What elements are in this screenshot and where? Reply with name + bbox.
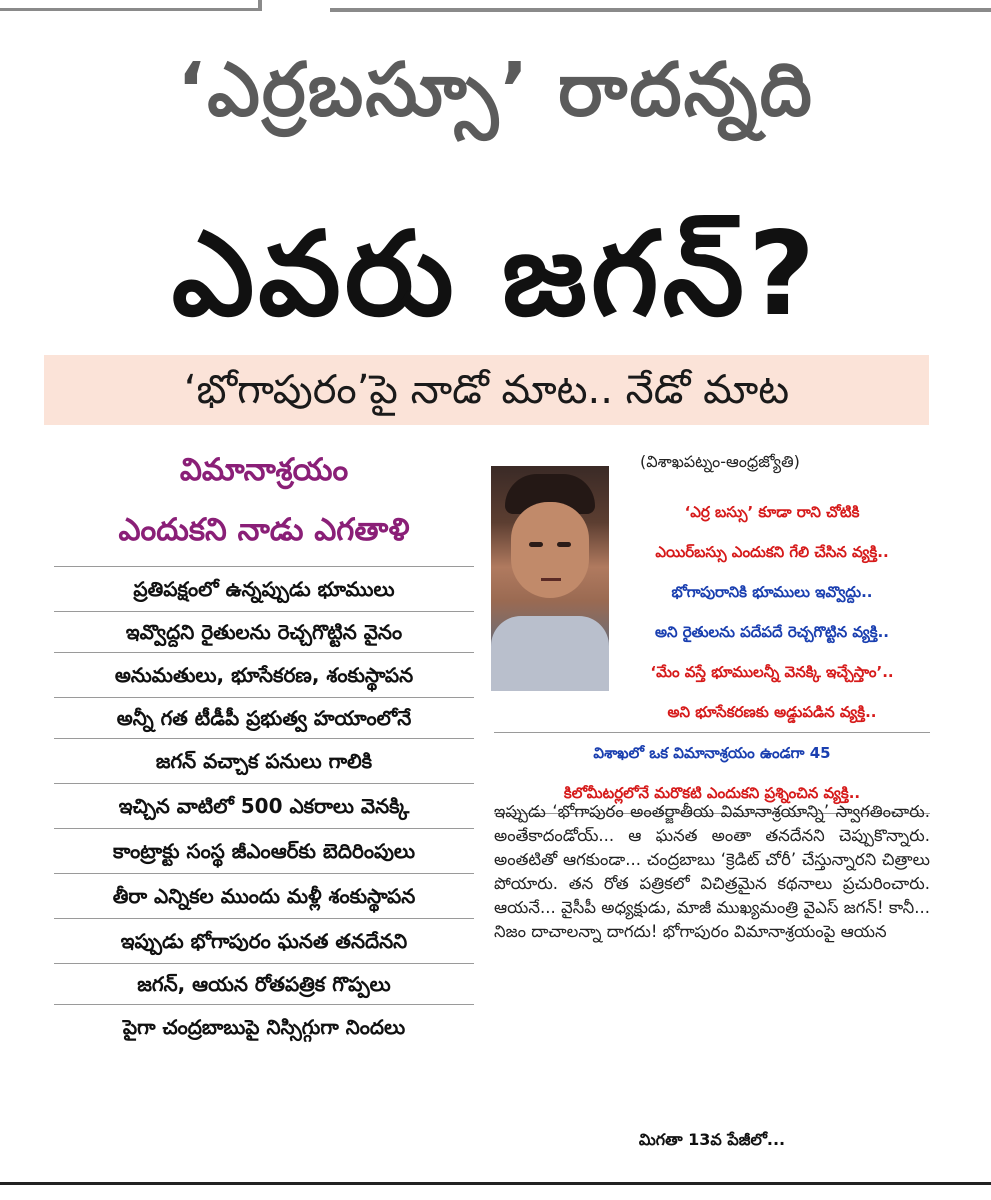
left-point: పైగా చంద్రబాబుపై నిస్సిగ్గుగా నిందలు [54,1004,474,1049]
bottom-divider [0,1182,991,1185]
left-point: ఇప్పుడు భోగాపురం ఘనత తనదేనని [54,918,474,963]
subheadline: ‘భోగాపురం’పై నాడో మాట.. నేడో మాట [183,367,790,413]
continued-note: మిగతా 13వ పేజీలో... [638,1130,786,1149]
article-body: ఇప్పుడు ‘భోగాపురం అంతర్జాతీయ విమానాశ్రయాన్ని’ స్వాగతించారు. అంతేకాదండోయ్... ఆ ఘనత అంతా తనదేనని చెప్పుకొన్నారు. అంతటితో ఆగకుండా... చంద్రబాబు ‘క్రెడిట్ చోరీ’ చేస్తున్నారని చిత్రాలు పోయారు. తన రోత పత్రికలో విచిత్రమైన కథనాలు ప్రచురించారు. ఆయనే... వైసీపీ అధ్యక్షుడు, మాజీ ముఖ్యమంత్రి వైఎస్ జగన్! కానీ... నిజం దాచాలన్నా దాగదు! భోగాపురం విమానాశ్రయంపై ఆయన [494,802,930,941]
left-point: ఇవ్వొద్దని రైతులను రెచ్చగొట్టిన వైనం [54,611,474,652]
highlight-line: ‘ఎర్ర బస్సు’ కూడా రాని చోటికి [684,503,860,521]
left-point: అన్నీ గత టీడీపీ ప్రభుత్వ హయాంలోనే [54,697,474,738]
left-title-line2: ఎందుకని నాడు ఎగతాళి [118,512,410,548]
highlight-line: కిలోమీటర్లలోనే మరొకటి ఎందుకని ప్రశ్నించిన వ్యక్తి.. [494,773,930,814]
highlight-line: అని రైతులను పదేపదే రెచ్చగొట్టిన వ్యక్తి.. [655,623,889,641]
left-point: తీరా ఎన్నికల ముందు మళ్లీ శంకుస్థాపన [54,873,474,918]
highlight-line: భోగాపురానికి భూములు ఇవ్వొద్దు.. [671,583,873,601]
dateline: (విశాఖపట్నం-ఆంధ్రజ్యోతి) [640,452,800,471]
left-point: కాంట్రాక్టు సంస్థ జీఎంఆర్‌కు బెదిరింపులు [54,828,474,873]
highlight-line: ఎయిర్‌బస్సు ఎందుకని గేలి చేసిన వ్యక్తి.. [655,543,889,561]
highlight-lines [494,492,930,814]
headline-line2: ఎవరు జగన్? [171,207,820,342]
highlight-line: ‘మేం వస్తే భూములన్నీ వెనక్కి ఇచ్చేస్తాం’.. [650,663,894,681]
left-title-line1: విమానాశ్రయం [179,452,349,488]
left-point: జగన్ వచ్చాక పనులు గాలికి [54,738,474,783]
left-point: జగన్, ఆయన రోతపత్రిక గొప్పలు [54,963,474,1004]
highlight-line: విశాఖలో ఒక విమానాశ్రయం ఉండగా 45 [593,744,831,762]
left-point: ప్రతిపక్షంలో ఉన్నప్పుడు భూములు [54,566,474,611]
left-point: అనుమతులు, భూసేకరణ, శంకుస్థాపన [54,652,474,697]
top-divider-left [0,8,262,11]
left-point: ఇచ్చిన వాటిలో 500 ఎకరాలు వెనక్కి [54,783,474,828]
top-divider [330,8,991,12]
headline-line1: ‘ఎర్రబస్సూ’ రాదన్నది [177,47,814,133]
left-column [54,440,474,1049]
highlight-line: అని భూసేకరణకు అడ్డుపడిన వ్యక్తి.. [494,692,930,733]
left-points-list [54,566,474,1049]
